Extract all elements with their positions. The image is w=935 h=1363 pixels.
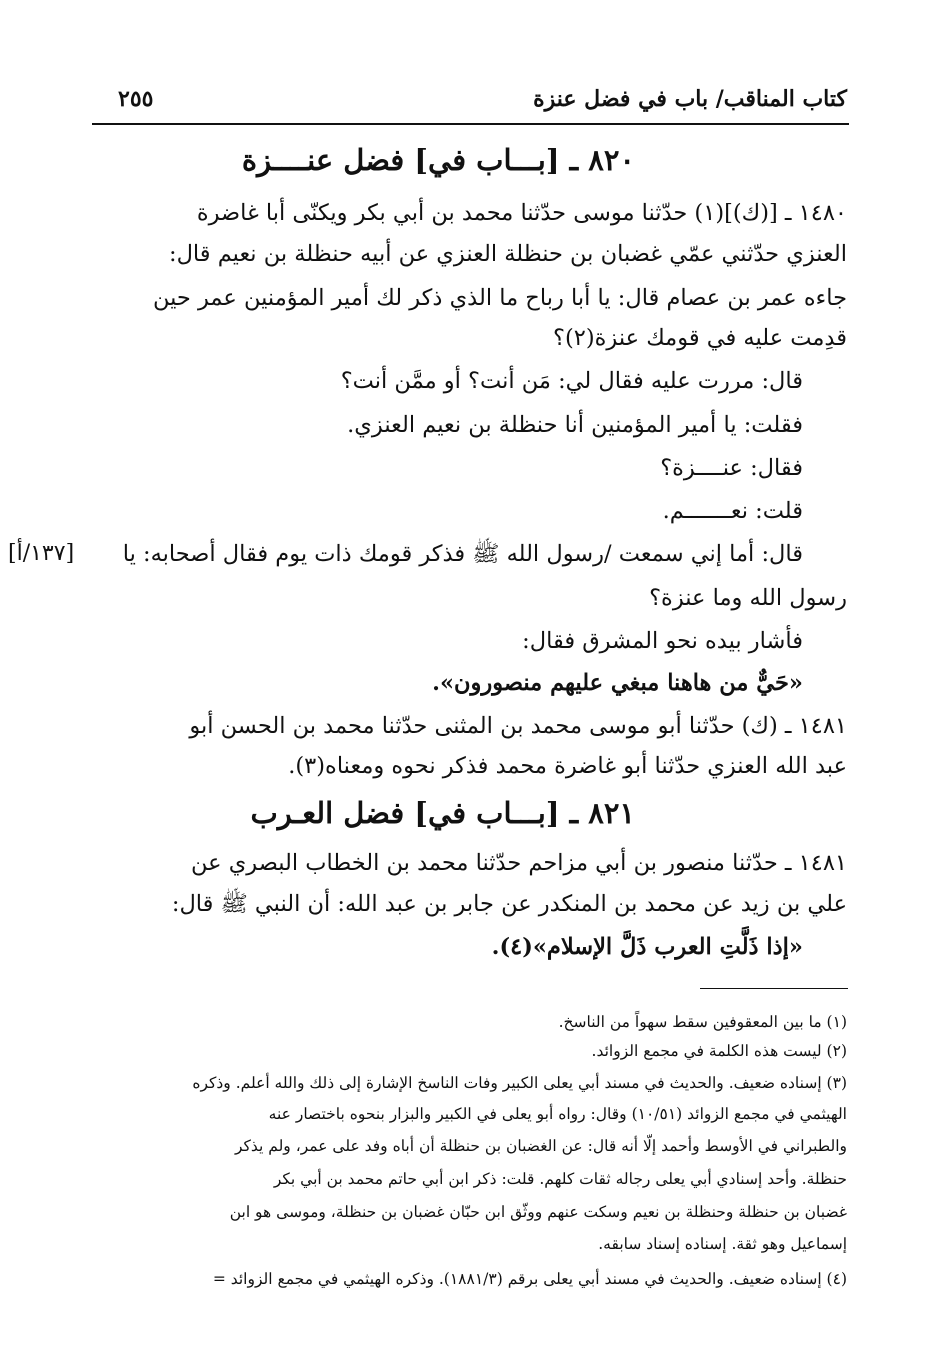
footnote-line: الهيثمي في مجمع الزوائد (١٠/٥١) وقال: رواه أبو يعلى في الكبير والبزار بنحوه باختصار عنه [268, 1105, 847, 1123]
manuscript-folio-note: [١٣٧/أ] [8, 541, 75, 566]
footnote-line: (٣) إسناده ضعيف. والحديث في مسند أبي يعلى الكبير وفات الناسخ الإشارة إلى ذلك والله أعلم. وذكره [192, 1074, 847, 1092]
text-line: فأشار بيده نحو المشرق فقال: [522, 628, 803, 654]
hadith-quote: «إذا ذَلَّتِ العرب ذَلَّ الإسلام»(٤). [491, 934, 803, 960]
text-line: ١٤٨١ ـ حدّثنا منصور بن أبي مزاحم حدّثنا محمد بن الخطاب البصري عن [190, 850, 847, 876]
footnote-line: والطبراني في الأوسط وأحمد إلّا أنه قال: عن الغضبان بن حنظلة أن أباه وفد على عمر، ولم يذكر [234, 1137, 847, 1155]
footnote-line: (٤) إسناده ضعيف. والحديث في مسند أبي يعلى برقم (١٨٨١/٣). وذكره الهيثمي في مجمع الزوائد = [212, 1270, 847, 1288]
text-line: عبد الله العنزي حدّثنا أبو غاضرة محمد فذكر نحوه ومعناه(٣). [288, 753, 847, 779]
footnote-line: غضبان بن حنظلة وحنظلة بن نعيم وسكت عنهم ووثّق ابن حبّان غضبان بن حنظلة، وموسى هو ابن [229, 1203, 847, 1221]
footnote-line: (١) ما بين المعقوفين سقط سهواً من الناسخ. [558, 1013, 847, 1031]
dialogue-line: فقال: عنــــزة؟ [660, 455, 803, 481]
dialogue-line: قال: مررت عليه فقال لي: مَن أنت؟ أو ممَّن أنت؟ [340, 368, 803, 394]
text-line: قدِمت عليه في قومك عنزة(٢)؟ [553, 325, 847, 351]
text-line: علي بن زيد عن محمد بن المنكدر عن جابر بن عبد الله: أن النبي ﷺ قال: [171, 891, 847, 917]
footnote-line: إسماعيل وهو ثقة. إسناده إسناد سابقه. [598, 1235, 847, 1253]
text-line: رسول الله وما عنزة؟ [649, 585, 847, 611]
running-header-title: كتاب المناقب/ باب في فضل عنزة [533, 86, 847, 112]
text-line: العنزي حدّثني عمّي غضبان بن حنظلة العنزي عن أبيه حنظلة بن نعيم قال: [169, 241, 847, 267]
footnote-separator [700, 988, 848, 989]
footnote-line: (٢) ليست هذه الكلمة في مجمع الزوائد. [591, 1042, 847, 1060]
text-line: جاءه عمر بن عصام قال: يا أبا رباح ما الذي ذكر لك أمير المؤمنين عمر حين [153, 285, 847, 311]
dialogue-line: قلت: نعـــــــم. [662, 498, 803, 524]
dialogue-line: قال: أما إني سمعت /رسول الله ﷺ فذكر قومك ذات يوم فقال أصحابه: يا [122, 541, 803, 567]
section-heading-820: ٨٢٠ ـ [بـــاب في] فضل عنــــزة [241, 143, 635, 177]
text-line: ١٤٨١ ـ (ك) حدّثنا أبو موسى محمد بن المثنى حدّثنا محمد بن الحسن أبو [189, 713, 847, 739]
hadith-quote: «حَيٌّ من هاهنا مبغي عليهم منصورون». [432, 670, 803, 696]
text-line: ١٤٨٠ ـ [(ك)](١) حدّثنا موسى حدّثنا محمد بن أبي بكر ويكنّى أبا غاضرة [196, 200, 847, 226]
section-heading-821: ٨٢١ ـ [بـــاب في] فضل العـرب [250, 796, 635, 830]
dialogue-line: فقلت: يا أمير المؤمنين أنا حنظلة بن نعيم العنزي. [347, 412, 803, 438]
header-rule [92, 123, 849, 125]
page-number: ٢٥٥ [118, 86, 154, 112]
footnote-line: حنظلة. وأحد إسنادي أبي يعلى رجاله ثقات كلهم. قلت: ذكر ابن أبي حاتم محمد بن أبي بكر [273, 1170, 847, 1188]
